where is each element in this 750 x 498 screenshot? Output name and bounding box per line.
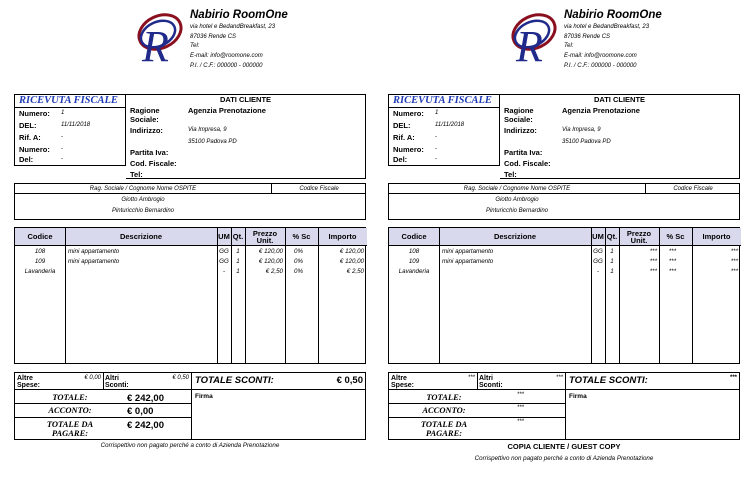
- client-title: DATI CLIENTE: [219, 95, 272, 104]
- col-codice: Codice: [15, 228, 65, 246]
- rif-value: -: [435, 134, 437, 140]
- acconto-value: € 0,00: [127, 406, 154, 417]
- footer-note: Corrispettivo non pagato perché a conto di Azienda Prenotazione: [474, 455, 654, 462]
- acconto-label: ACCONTO:: [48, 405, 92, 415]
- guest-col-name: Rag. Sociale / Cognome Nome OSPITE: [89, 186, 197, 192]
- del2-label: Del:: [393, 155, 408, 164]
- totals-box: [14, 372, 366, 440]
- guest-name: Giotto Ambrogio: [495, 197, 539, 203]
- rif-label: Rif. A:: [393, 133, 415, 142]
- footer-note: Corrispettivo non pagato perché a conto di Azienda Prenotazione: [100, 442, 280, 449]
- altri-sconti-value: € 0,50: [172, 375, 189, 381]
- ragione-value: Agenzia Prenotazione: [562, 106, 640, 115]
- indirizzo-line1: Via Impresa, 9: [188, 127, 227, 133]
- guest-name: Pinturicchio Bernardino: [485, 208, 549, 214]
- del-label: DEL:: [393, 121, 411, 130]
- col-importo: Importo: [318, 228, 367, 246]
- rif-value: -: [61, 134, 63, 140]
- altre-spese-label: Altre Spese:: [17, 375, 40, 389]
- del2-value: -: [435, 156, 437, 162]
- client-info-box: [126, 94, 366, 179]
- svg-text:R: R: [516, 22, 543, 68]
- numero-label: Numero:: [19, 109, 50, 118]
- altri-sconti-label: Altri Sconti:: [479, 375, 503, 389]
- company-city: 87036 Rende CS: [190, 33, 237, 40]
- numero-value: 1: [61, 110, 65, 116]
- indirizzo-line1: Via Impresa, 9: [562, 127, 601, 133]
- ragione-label: Ragione Sociale:: [504, 106, 534, 124]
- altre-spese-value: ***: [467, 375, 475, 381]
- company-name: Nabirio RoomOne: [564, 9, 662, 21]
- numero2-label: Numero:: [393, 145, 424, 154]
- company-header: [190, 8, 288, 72]
- altre-spese-label: Altre Spese:: [391, 375, 414, 389]
- numero2-value: -: [435, 146, 437, 152]
- altri-sconti-label: Altri Sconti:: [105, 375, 129, 389]
- receipt-guest-copy: [384, 0, 750, 498]
- company-name: Nabirio RoomOne: [190, 9, 288, 21]
- piva-label: Partita Iva:: [130, 148, 169, 157]
- roomone-logo-icon: [122, 6, 192, 68]
- firma-label: Firma: [195, 393, 213, 400]
- col-descrizione: Descrizione: [439, 228, 591, 246]
- receipt-title: RICEVUTA FISCALE: [393, 95, 492, 106]
- guests-box: [14, 183, 366, 220]
- da-pagare-label: TOTALE DA PAGARE:: [46, 419, 94, 438]
- indirizzo-label: Indirizzo:: [504, 126, 537, 135]
- col-qt: Qt.: [605, 228, 619, 246]
- totale-sconti-label: TOTALE SCONTI:: [569, 375, 648, 386]
- items-table: Codice Descrizione UM Qt. Prezzo Unit. % Sc Importo 108 mini appartamento GG 1 *** *** *** 109 mini appartamento GG 1 *** *** *** Lavanderia - 1 *** *** ***: [388, 227, 740, 364]
- firma-label: Firma: [569, 393, 587, 400]
- totale-value: ***: [517, 392, 525, 398]
- col-qt: Qt.: [231, 228, 245, 246]
- guest-col-name: Rag. Sociale / Cognome Nome OSPITE: [463, 186, 571, 192]
- col-sc: % Sc: [659, 228, 692, 246]
- altri-sconti-value: ***: [555, 375, 563, 381]
- totale-label: TOTALE:: [52, 392, 88, 402]
- cf-label: Cod. Fiscale:: [130, 159, 177, 168]
- da-pagare-value: € 242,00: [127, 420, 164, 431]
- col-um: UM: [217, 228, 231, 246]
- tel-label: Tel:: [130, 170, 143, 179]
- rif-label: Rif. A:: [19, 133, 41, 142]
- col-prezzo: Prezzo Unit.: [619, 228, 659, 246]
- numero-value: 1: [435, 110, 439, 116]
- company-tel: Tel:: [190, 43, 200, 50]
- tel-label: Tel:: [504, 170, 517, 179]
- cf-label: Cod. Fiscale:: [504, 159, 551, 168]
- receipt-original: [10, 0, 376, 498]
- client-title: DATI CLIENTE: [593, 95, 646, 104]
- col-descrizione: Descrizione: [65, 228, 217, 246]
- acconto-value: ***: [517, 405, 525, 411]
- da-pagare-value: ***: [517, 419, 525, 425]
- company-address: via hotel e BedandBreakfast, 23: [564, 24, 650, 30]
- company-tel: Tel:: [564, 43, 574, 50]
- col-sc: % Sc: [285, 228, 318, 246]
- svg-text:R: R: [142, 22, 169, 68]
- guest-copy-label: COPIA CLIENTE / GUEST COPY: [507, 442, 621, 451]
- company-vat: P.I. / C.F.: 000000 - 000000: [564, 62, 637, 69]
- col-codice: Codice: [389, 228, 439, 246]
- indirizzo-line2: 35100 Padova PD: [562, 139, 611, 145]
- altre-spese-value: € 0,00: [84, 375, 101, 381]
- del-value: 11/11/2018: [61, 122, 91, 128]
- del2-label: Del:: [19, 155, 34, 164]
- guest-col-cf: Codice Fiscale: [299, 186, 339, 192]
- company-city: 87036 Rende CS: [564, 33, 611, 40]
- company-email: E-mail: info@roomone.com: [190, 53, 263, 60]
- totale-value: € 242,00: [127, 393, 164, 404]
- del-label: DEL:: [19, 121, 37, 130]
- company-email: E-mail: info@roomone.com: [564, 53, 637, 60]
- numero2-value: -: [61, 146, 63, 152]
- del-value: 11/11/2018: [435, 122, 465, 128]
- numero-label: Numero:: [393, 109, 424, 118]
- totals-box: [388, 372, 740, 440]
- da-pagare-label: TOTALE DA PAGARE:: [420, 419, 468, 438]
- guest-col-cf: Codice Fiscale: [673, 186, 713, 192]
- receipt-title: RICEVUTA FISCALE: [19, 95, 118, 106]
- company-header: [564, 8, 662, 72]
- numero2-label: Numero:: [19, 145, 50, 154]
- roomone-logo-icon: [496, 6, 566, 68]
- del2-value: -: [61, 156, 63, 162]
- indirizzo-label: Indirizzo:: [130, 126, 163, 135]
- totale-label: TOTALE:: [426, 392, 462, 402]
- col-importo: Importo: [692, 228, 741, 246]
- piva-label: Partita Iva:: [504, 148, 543, 157]
- client-info-box: [500, 94, 740, 179]
- totale-sconti-value: ***: [729, 375, 737, 381]
- company-address: via hotel e BedandBreakfast, 23: [190, 24, 276, 30]
- guest-name: Giotto Ambrogio: [121, 197, 165, 203]
- ragione-label: Ragione Sociale:: [130, 106, 160, 124]
- ragione-value: Agenzia Prenotazione: [188, 106, 266, 115]
- items-table: Codice Descrizione UM Qt. Prezzo Unit. % Sc Importo 108 mini appartamento GG 1 € 120,00 0% € 120,00 109 mini appartamento GG 1 € 120,00 0% € 120,00 Lavanderia - 1 € 2,50 0% € 2,50: [14, 227, 366, 364]
- indirizzo-line2: 35100 Padova PD: [188, 139, 237, 145]
- guest-name: Pinturicchio Bernardino: [111, 208, 175, 214]
- col-um: UM: [591, 228, 605, 246]
- totale-sconti-label: TOTALE SCONTI:: [195, 375, 274, 386]
- guests-box: [388, 183, 740, 220]
- acconto-label: ACCONTO:: [422, 405, 466, 415]
- totale-sconti-value: € 0,50: [336, 375, 363, 386]
- receipt-info-box: [388, 94, 500, 166]
- receipt-info-box: [14, 94, 126, 166]
- company-vat: P.I. / C.F.: 000000 - 000000: [190, 62, 263, 69]
- col-prezzo: Prezzo Unit.: [245, 228, 285, 246]
